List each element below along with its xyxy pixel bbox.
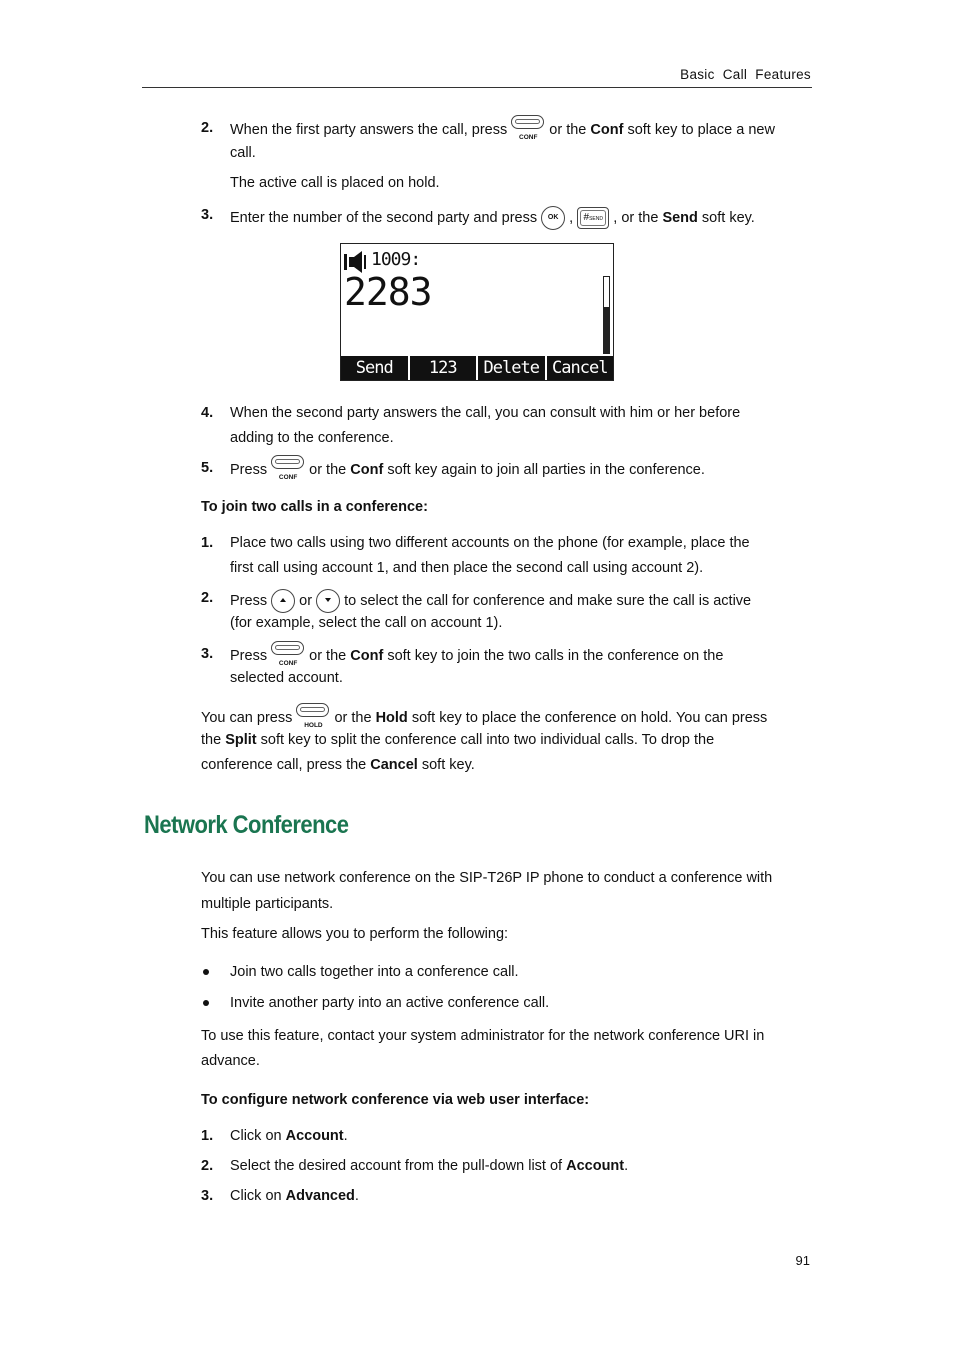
step-number: 1. [201,535,214,551]
net-paragraph-line1: You can use network conference on the SIP-T26P IP phone to conduct a conference with [201,870,773,886]
lcd-softkey-bar [341,356,613,380]
config-heading: To configure network conference via web user interface: [201,1092,590,1108]
hold-key-icon: HOLD [296,703,330,725]
step-text-part: Click on [230,1128,282,1144]
step-text-part: or the [309,461,347,478]
para-text-part: soft key. [421,757,475,773]
net-paragraph3-line1: To use this feature, contact your system administrator for the network conference URI in [201,1028,765,1044]
step-text-part: Press [230,461,268,478]
para-text-part: soft key to place the conference on hold. You can press [411,709,768,726]
step-text [230,589,751,613]
step-text-part: Click on [230,1188,282,1204]
step-text [230,119,775,141]
para-text-part: You can press [201,709,293,726]
lcd-softkey-123[interactable]: 123 [410,356,477,380]
advanced-menu-label: Advanced [285,1188,355,1204]
conf-key-icon: CONF [511,115,545,137]
step-text [230,206,755,230]
conf-softkey-label: Conf [350,461,384,478]
para-text-part: or the [334,709,372,726]
step-number: 3. [201,646,214,662]
split-softkey-label: Split [225,732,257,748]
hold-paragraph-line1 [201,707,767,729]
step-text-part: or the [309,647,347,664]
page-header-title: Basic Call Features [680,67,811,82]
bullet-dot [203,969,209,975]
step-text: When the second party answers the call, you can consult with him or her before [230,405,741,421]
para-text-part: soft key to split the conference call into two individual calls. To drop the [260,732,715,748]
step-number: 2. [201,590,214,606]
hash-send-key-icon: #SEND [577,207,609,229]
down-arrow-key-icon [316,589,340,613]
lcd-account: 1009: [371,249,421,270]
step-text-part: Select the desired account from the pull-down list of [230,1158,563,1174]
step-text-part: , or the [613,209,659,226]
step-text-line2: selected account. [230,670,343,686]
step-number: 2. [201,1158,214,1174]
ok-key-icon: OK [541,206,565,230]
step-number: 2. [201,120,214,136]
step-text-part: . [354,1188,359,1204]
step-text-part: or the [549,121,587,138]
step-text-part: soft key to join the two calls in the conference on the [387,647,724,664]
lcd-softkey-send[interactable]: Send [341,356,408,380]
bullet-dot [203,1000,209,1006]
step-number: 5. [201,460,214,476]
lcd-softkey-cancel[interactable]: Cancel [547,356,614,380]
net-paragraph2: This feature allows you to perform the following: [201,926,509,942]
account-menu-label: Account [285,1128,344,1144]
header-divider [142,87,812,88]
hold-softkey-label: Hold [375,709,408,726]
bullet-item: Join two calls together into a conference call. [230,964,519,980]
step-text-part: or [299,592,313,609]
account-menu-label: Account [566,1158,625,1174]
hold-paragraph-line3 [201,756,475,774]
bullet-item: Invite another party into an active conference call. [230,995,550,1011]
phone-lcd-screen [340,243,614,381]
step-text [230,459,705,481]
step-number: 3. [201,1188,214,1204]
step-text [230,645,723,667]
step-number: 3. [201,207,214,223]
para-text-part: conference call, press the [201,757,367,773]
conf-key-icon: CONF [271,641,305,663]
step-note: The active call is placed on hold. [230,175,440,191]
conf-key-icon: CONF [271,455,305,477]
step-text-part: soft key. [701,209,755,226]
conf-softkey-label: Conf [350,647,384,664]
lcd-dialed-number: 2283 [344,270,432,314]
page-number: 91 [795,1253,810,1268]
step-text-part: to select the call for conference and make sure the call is active [344,592,752,609]
hold-paragraph-line2 [201,731,714,749]
step-text-part: soft key again to join all parties in the conference. [387,461,705,478]
send-softkey-label: Send [662,209,698,226]
net-paragraph-line2: multiple participants. [201,896,334,912]
up-arrow-key-icon [271,589,295,613]
step-text-part: When the first party answers the call, press [230,121,508,138]
step-text-part: Enter the number of the second party and press [230,209,538,226]
lcd-scrollbar [603,276,610,354]
cancel-softkey-label: Cancel [370,757,418,773]
lcd-softkey-delete[interactable]: Delete [478,356,545,380]
step-text-line2: adding to the conference. [230,430,394,446]
step-text-line2: first call using account 1, and then place the second call using account 2). [230,560,704,576]
step-text-part: soft key to place a new [627,121,775,138]
step-text: Place two calls using two different accounts on the phone (for example, place the [230,535,750,551]
para-text-part: the [201,732,222,748]
net-paragraph3-line2: advance. [201,1053,260,1069]
join-heading: To join two calls in a conference: [201,499,428,515]
step-text-part: , [569,209,574,226]
step-text-part: . [624,1158,629,1174]
step-text-part: Press [230,647,268,664]
step-number: 1. [201,1128,214,1144]
conf-softkey-label: Conf [590,121,624,138]
step-number: 4. [201,405,214,421]
step-text-line2: (for example, select the call on account 1). [230,615,503,631]
step-text-line2: call. [230,145,256,161]
step-text [230,1157,628,1175]
step-text [230,1187,359,1205]
step-text-part: . [343,1128,348,1144]
step-text-part: Press [230,592,268,609]
section-title: Network Conference [144,811,349,839]
step-text [230,1127,348,1145]
